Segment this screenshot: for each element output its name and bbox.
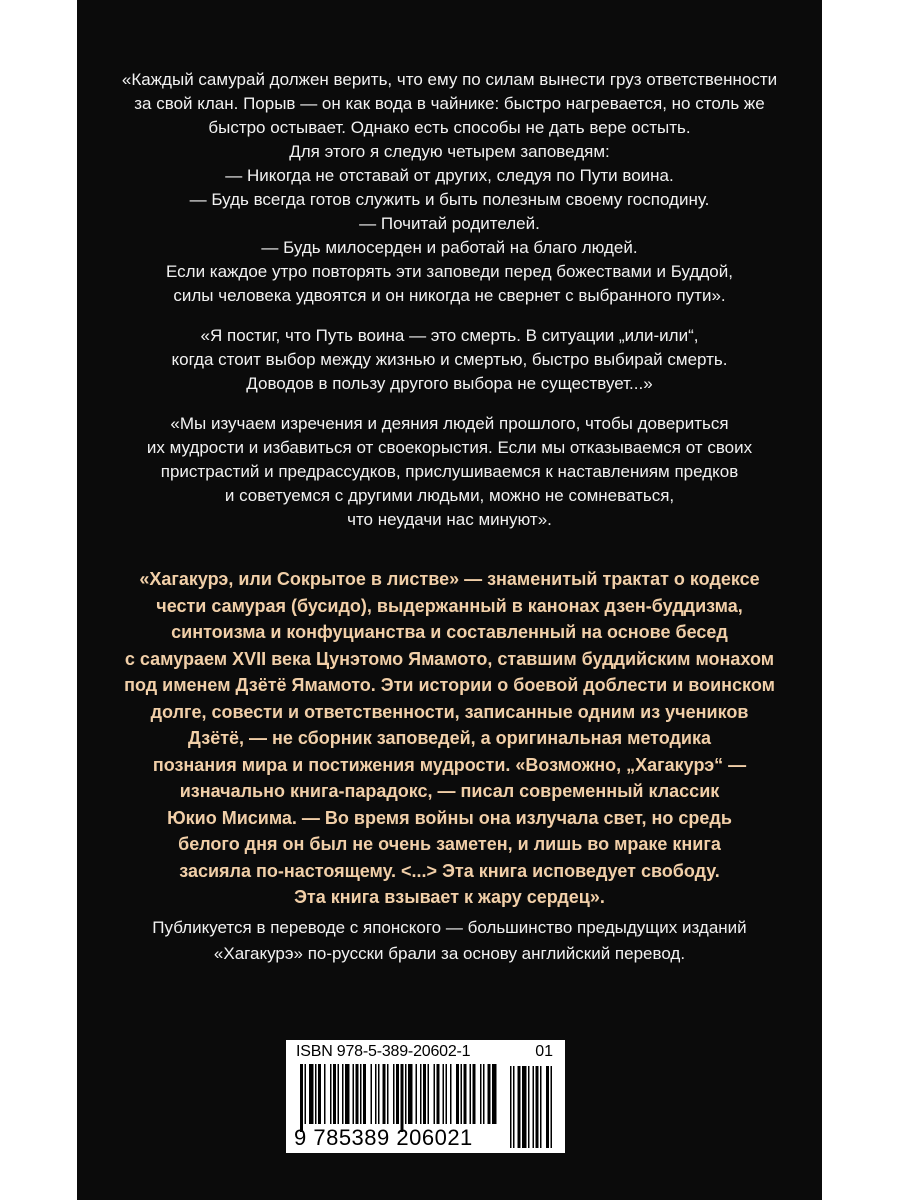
description-line: Юкио Мисима. — Во время войны она излучала свет, но средь <box>167 807 732 828</box>
barcode-bar <box>420 1064 422 1124</box>
barcode-bar <box>338 1064 340 1124</box>
barcode-bar <box>360 1064 362 1124</box>
barcode-bar <box>345 1064 350 1124</box>
quote-line: — Будь всегда готов служить и быть полезным своему господину. <box>189 190 710 209</box>
barcode-bar <box>333 1064 336 1124</box>
quote-line: и советуемся с другими людьми, можно не сомневаться, <box>224 486 675 505</box>
barcode-bar <box>483 1064 485 1124</box>
quote-line: «Мы изучаем изречения и деяния людей прошлого, чтобы довериться <box>170 414 729 433</box>
barcode-bar <box>528 1066 530 1148</box>
barcode-bar <box>518 1066 521 1148</box>
barcode-bar <box>522 1066 527 1148</box>
barcode-bar <box>371 1064 373 1124</box>
note-line: «Хагакурэ» по-русски брали за основу английский перевод. <box>213 944 686 963</box>
quote-line: «Я постиг, что Путь воина — это смерть. В ситуации „или-или“, <box>200 326 699 345</box>
barcode-addon-code: 01 <box>535 1043 553 1060</box>
barcode-bar <box>510 1066 512 1148</box>
barcode-bar <box>434 1064 436 1124</box>
barcode-bar <box>356 1064 359 1124</box>
description-line: белого дня он был не очень заметен, и лишь во мраке книга <box>178 834 721 854</box>
barcode-bar <box>383 1064 386 1124</box>
ean-digits: 9 785389 206021 <box>294 1125 473 1150</box>
barcode-bar <box>300 1064 303 1132</box>
barcode-bar <box>416 1064 418 1124</box>
quote-line: быстро остывает. Однако есть способы не дать вере остыть. <box>208 118 691 137</box>
barcode-bar <box>450 1064 452 1124</box>
quote-line: силы человека удвоятся и он никогда не свернет с выбранного пути». <box>173 286 726 305</box>
barcode-bar <box>437 1064 440 1124</box>
description-line: изначально книга-парадокс, — писал современный классик <box>179 781 720 801</box>
quote-line: Для этого я следую четырем заповедям: <box>289 142 610 161</box>
translation-note <box>77 915 822 967</box>
barcode-bar <box>401 1064 404 1132</box>
book-description <box>77 566 822 911</box>
quote-line: когда стоит выбор между жизнью и смертью, быстро выбирай смерть. <box>171 350 728 369</box>
barcode-bar <box>492 1064 497 1124</box>
description-line: с самураем XVII века Цунэтомо Ямамото, ставшим буддийским монахом <box>124 648 775 669</box>
barcode-bar <box>330 1064 332 1124</box>
book-back-cover <box>77 0 822 1200</box>
quote-line: Если каждое утро повторять эти заповеди перед божествами и Буддой, <box>166 262 733 281</box>
description-line: синтоизма и конфуцианства и составленный на основе бесед <box>171 622 728 642</box>
quote-line: за свой клан. Порыв — он как вода в чайнике: быстро нагревается, но столь же <box>134 94 765 113</box>
barcode-bar <box>309 1064 314 1124</box>
quote-way-of-warrior <box>77 324 822 396</box>
description-line: Эта книга взывает к жару сердец». <box>294 887 605 907</box>
barcode-bar <box>363 1064 366 1124</box>
quote-line: «Каждый самурай должен верить, что ему по силам вынести груз ответственности <box>121 70 778 89</box>
barcode-bar <box>536 1066 539 1148</box>
isbn-label: ISBN 978-5-389-20602-1 <box>296 1043 471 1060</box>
quote-line: что неудачи нас минуют». <box>347 510 552 529</box>
barcode-bar <box>375 1064 377 1124</box>
barcode-bar <box>353 1064 355 1124</box>
quote-line: — Никогда не отставай от других, следуя по Пути воина. <box>225 166 674 185</box>
barcode-bar <box>342 1064 344 1124</box>
quote-line: Доводов в пользу другого выбора не существует...» <box>246 374 653 393</box>
quote-line: пристрастий и предрассудков, прислушиваемся к наставлениям предков <box>160 462 739 481</box>
barcode-bar <box>533 1066 535 1148</box>
barcode-bar <box>393 1064 395 1124</box>
description-line: под именем Дзётё Ямамото. Эти истории о боевой доблести и воинском <box>124 675 775 695</box>
quote-line: — Будь милосерден и работай на благо людей. <box>261 238 638 257</box>
quote-wisdom-of-past <box>77 412 822 532</box>
description-line: Дзётё, — не сборник заповедей, а оригинальная методика <box>187 728 712 748</box>
barcode-bar <box>488 1064 491 1124</box>
barcode-bar <box>546 1066 549 1148</box>
barcode-bar <box>470 1064 472 1124</box>
barcode-bar <box>305 1064 307 1124</box>
barcode-bar <box>461 1064 463 1124</box>
barcode-bar <box>464 1064 467 1124</box>
barcode-bar <box>540 1066 542 1148</box>
barcode-bar <box>443 1064 445 1124</box>
description-line: засияла по-настоящему. <...> Эта книга исповедует свободу. <box>179 860 720 881</box>
barcode-bar <box>513 1066 515 1148</box>
quote-line: их мудрости и избавиться от своекорыстия. Если мы отказываемся от своих <box>146 438 753 457</box>
barcode-bar <box>423 1064 426 1124</box>
barcode-bar <box>324 1064 326 1124</box>
note-line: Публикуется в переводе с японского — большинство предыдущих изданий <box>152 918 747 937</box>
barcode-bar <box>551 1066 553 1148</box>
description-line: «Хагакурэ, или Сокрытое в листве» — знаменитый трактат о кодексе <box>139 569 760 589</box>
barcode-bar <box>408 1064 413 1124</box>
barcode-bar <box>428 1064 430 1124</box>
barcode-bar <box>446 1064 448 1124</box>
barcode-bar <box>480 1064 482 1124</box>
barcode-bar <box>315 1064 317 1124</box>
barcode-bar <box>405 1064 407 1124</box>
barcode-bar <box>378 1064 380 1124</box>
barcode-bar <box>387 1064 389 1124</box>
quote-line: — Почитай родителей. <box>359 214 540 233</box>
description-line: долге, совести и ответственности, записанные одним из учеников <box>150 701 749 722</box>
description-line: чести самурая (бусидо), выдержанный в канонах дзен-буддизма, <box>156 595 743 616</box>
barcode-bar <box>456 1064 459 1124</box>
barcode-bar <box>318 1064 321 1124</box>
isbn-barcode <box>286 1040 565 1153</box>
quote-four-precepts <box>77 68 822 308</box>
barcode-bar <box>473 1064 476 1124</box>
description-line: познания мира и постижения мудрости. «Возможно, „Хагакурэ“ — <box>152 754 747 775</box>
barcode-bar <box>396 1064 399 1124</box>
